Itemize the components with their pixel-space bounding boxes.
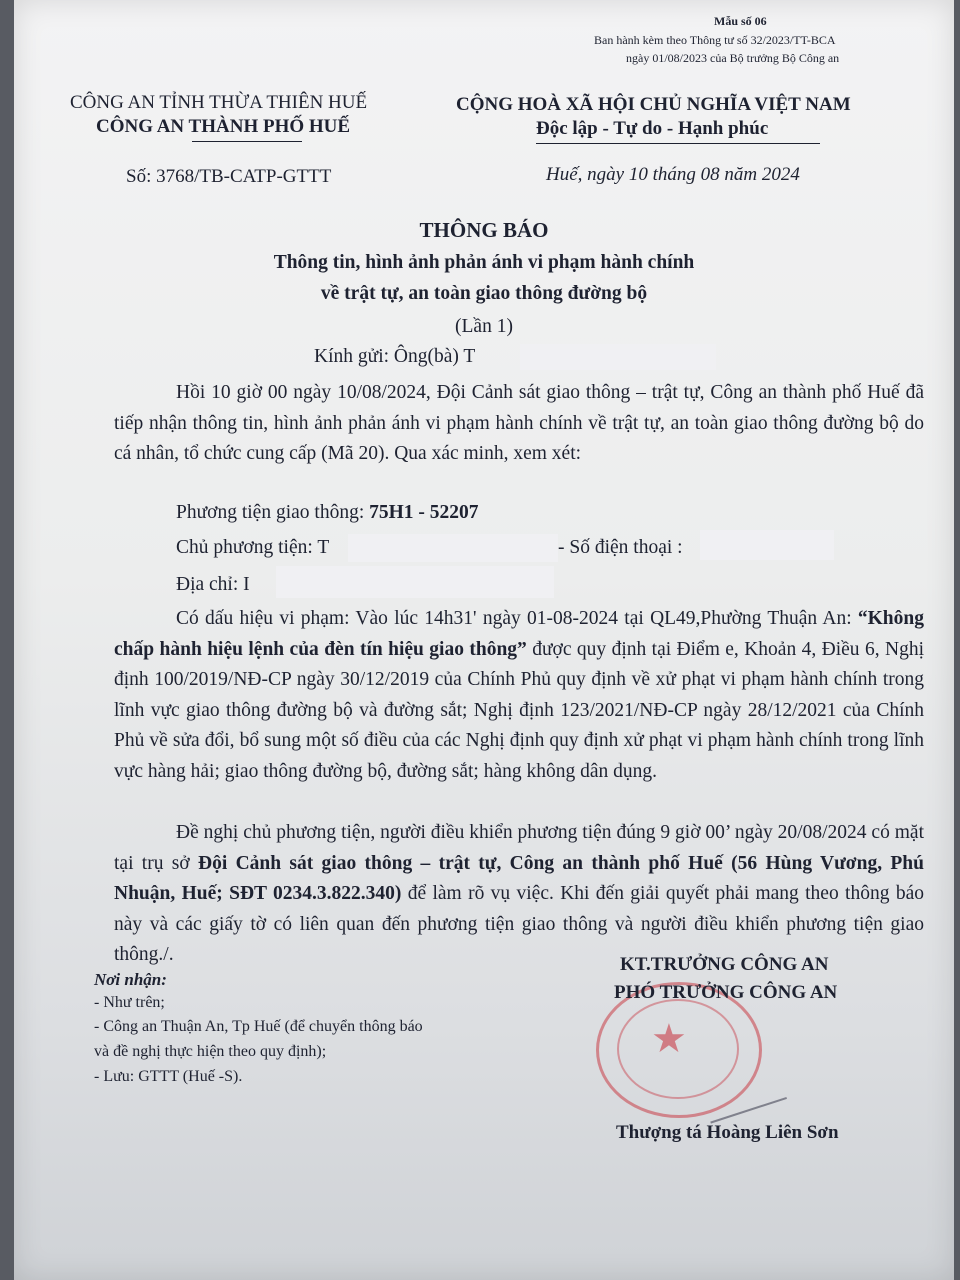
document-title [14, 218, 954, 243]
intro-paragraph [114, 378, 924, 470]
violation-behavior: “Không chấp hành hiệu lệnh của đèn tín hiệu giao thông” [114, 608, 924, 660]
title-subline-1-text: Thông tin, hình ảnh phản ánh vi phạm hành chính [273, 252, 695, 273]
seal-star-icon: ★ [651, 1016, 687, 1061]
signer-name: Thượng tá Hoàng Liên Sơn [616, 1122, 839, 1143]
redacted-phone [700, 530, 834, 560]
addressee [314, 346, 475, 368]
intro-text: Hồi 10 giờ 00 ngày 10/08/2024, Đội Cảnh sát giao thông – trật tự, Công an thành phố Huế đã tiếp nhận thông tin, hình ảnh phản ánh vi phạm hành chính về trật tự, an toàn giao thông đường bộ do cá nhân, tổ chức cung cấp (Mã 20). Qua xác minh, xem xét: [114, 382, 924, 464]
redacted-addressee-name [520, 344, 716, 370]
place-date: Huế, ngày 10 tháng 08 năm 2024 [546, 164, 800, 185]
violation-part2: được quy định tại Điểm e, Khoản 4, Điều 6, Nghị định 100/2019/NĐ-CP ngày 30/12/2019 của Chính Phủ quy định về xử phạt vi phạm hành chính trong lĩnh vực giao thông đường bộ và đường sắt; Nghị định 123/2021/NĐ-CP ngày 28/12/2021 của Chính Phủ về sửa đổi, bổ sung một số điều của các Nghị định quy định xử phạt vi phạm hành chính trong lĩnh vực hàng hải; giao thông đường bộ, đường sắt; hàng không dân dụng. [114, 638, 924, 782]
violation-paragraph [114, 604, 924, 787]
recipient-line-4: - Lưu: GTTT (Huế -S). [94, 1068, 243, 1085]
title-subline-2 [14, 283, 954, 305]
agency-underline [192, 141, 302, 142]
request-paragraph [114, 818, 924, 971]
signature-title-2: PHÓ TRƯỞNG CÔNG AN [614, 982, 838, 1003]
address-initial: I [243, 574, 250, 595]
phone-label: - Số điện thoại : [558, 537, 683, 558]
license-plate: 75H1 - 52207 [369, 502, 479, 523]
recipients-title: Nơi nhận: [94, 970, 167, 989]
national-motto: Độc lập - Tự do - Hạnh phúc [536, 118, 769, 139]
addressee-label: Kính gửi: Ông(bà) [314, 346, 464, 367]
title-subline-1 [14, 252, 954, 274]
recipient-line-1: - Như trên; [94, 994, 165, 1011]
recipient-line-3: và đề nghị thực hiện theo quy định); [94, 1043, 327, 1060]
redacted-owner-name [348, 534, 558, 562]
motto-underline [536, 143, 820, 144]
document-number: Số: 3768/TB-CATP-GTTT [126, 166, 332, 187]
vehicle-line [176, 502, 479, 524]
form-issued-line2: ngày 01/08/2023 của Bộ trưởng Bộ Công an [626, 51, 840, 65]
recipient-line-2: - Công an Thuận An, Tp Huế (để chuyển thông báo [94, 1018, 423, 1035]
address-line [176, 574, 250, 596]
request-location: Đội Cảnh sát giao thông – trật tự, Công an thành phố Huế (56 Hùng Vương, Phú Nhuận, Huế; SĐT 0234.3.822.340) [114, 852, 924, 904]
addressee-initial: T [463, 346, 476, 367]
signature-title-1: KT.TRƯỞNG CÔNG AN [620, 954, 829, 975]
agency-parent: CÔNG AN TỈNH THỪA THIÊN HUẾ [70, 92, 368, 113]
agency-name: CÔNG AN THÀNH PHỐ HUẾ [96, 116, 351, 137]
document-page [14, 0, 954, 1280]
owner-label: Chủ phương tiện: [176, 537, 318, 558]
form-number: Mẫu số 06 [714, 14, 767, 28]
document-title-text: THÔNG BÁO [419, 218, 549, 242]
request-text [114, 818, 924, 971]
request-part2: để làm rõ vụ việc. Khi đến giải quyết phải mang theo thông báo này và các giấy tờ có liên quan đến phương tiện giao thông và người điều khiển phương tiện giao thông./. [114, 883, 924, 965]
notice-round [14, 316, 954, 338]
address-label: Địa chỉ: [176, 574, 244, 595]
redacted-address [276, 566, 554, 598]
republic-title: CỘNG HOÀ XÃ HỘI CHỦ NGHĨA VIỆT NAM [456, 94, 851, 115]
title-subline-2-text: về trật tự, an toàn giao thông đường bộ [320, 283, 648, 304]
violation-text [114, 604, 924, 787]
request-part1: Đề nghị chủ phương tiện, người điều khiển phương tiện đúng 9 giờ 00’ ngày 20/08/2024 có mặt tại trụ sở [114, 822, 924, 874]
violation-part1: Có dấu hiệu vi phạm: Vào lúc 14h31' ngày 01-08-2024 tại QL49,Phường Thuận An: [176, 608, 858, 629]
vehicle-label: Phương tiện giao thông: [176, 502, 370, 523]
owner-line [176, 537, 329, 559]
owner-initial: T [317, 537, 330, 558]
notice-round-text: (Lần 1) [455, 316, 513, 337]
form-issued-line1: Ban hành kèm theo Thông tư số 32/2023/TT-BCA [594, 33, 836, 47]
